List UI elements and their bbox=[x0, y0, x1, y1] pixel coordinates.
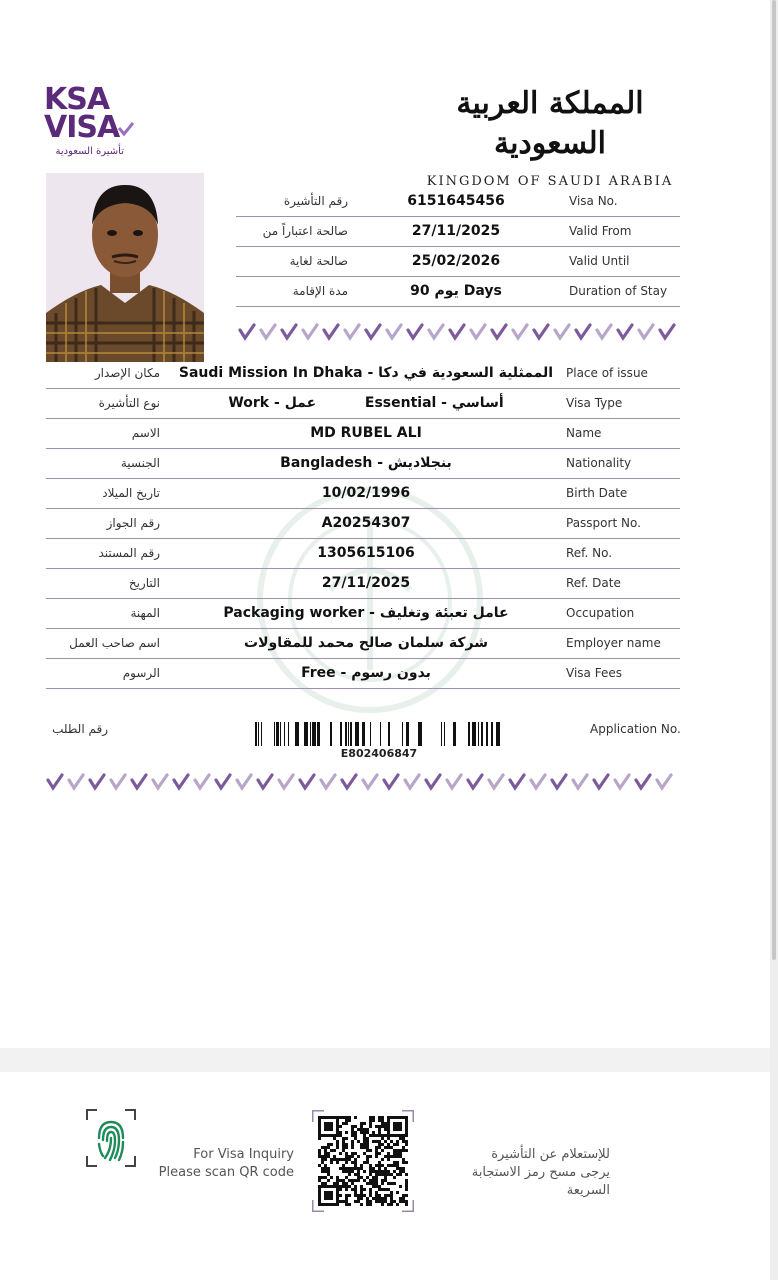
row-visa-no bbox=[236, 186, 680, 217]
label-en: Nationality bbox=[566, 456, 632, 470]
inquiry-text-en bbox=[150, 1146, 294, 1182]
barcode bbox=[255, 722, 503, 746]
label-ar: المهنة bbox=[130, 606, 160, 620]
application-label-ar: رقم الطلب bbox=[52, 722, 108, 736]
label-en: Birth Date bbox=[566, 486, 628, 500]
check-mark-icon bbox=[488, 322, 509, 342]
label-ar: الاسم bbox=[131, 426, 160, 440]
check-mark-icon bbox=[299, 322, 320, 342]
inquiry-en-line-2: Please scan QR code bbox=[158, 1165, 294, 1180]
person-portrait-icon bbox=[46, 173, 204, 362]
row-occupation bbox=[46, 598, 680, 629]
check-mark-icon bbox=[149, 772, 170, 792]
logo-line-1: KSA bbox=[44, 82, 110, 117]
check-mark-icon bbox=[44, 772, 65, 792]
fingerprint-icon bbox=[85, 1108, 137, 1168]
row-ref-no bbox=[46, 538, 680, 569]
check-mark-icon bbox=[443, 772, 464, 792]
value-visa-type: Work - عمل Essential - أساسي bbox=[228, 395, 504, 411]
check-mark-icon bbox=[296, 772, 317, 792]
value-birth-date: 10/02/1996 bbox=[321, 485, 411, 501]
value-visa-fees: Free - بدون رسوم bbox=[301, 665, 431, 681]
check-mark-icon bbox=[590, 772, 611, 792]
check-mark-icon bbox=[464, 772, 485, 792]
check-mark-icon bbox=[170, 772, 191, 792]
check-mark-icon bbox=[569, 772, 590, 792]
value-valid-until: 25/02/2026 bbox=[411, 253, 501, 269]
check-mark-icon bbox=[359, 772, 380, 792]
inquiry-text-ar bbox=[430, 1146, 610, 1200]
label-en: Visa No. bbox=[569, 194, 618, 208]
check-mark-icon bbox=[404, 322, 425, 342]
row-duration bbox=[236, 276, 680, 307]
check-mark-icon bbox=[551, 322, 572, 342]
label-en: Duration of Stay bbox=[569, 284, 668, 298]
check-mark-strip bbox=[44, 772, 674, 792]
value-duration: 90 يوم Days bbox=[410, 283, 502, 299]
inquiry-ar-line-1: للإستعلام عن التأشيرة bbox=[491, 1147, 610, 1162]
check-mark-icon bbox=[593, 322, 614, 342]
row-passport-no bbox=[46, 508, 680, 539]
kingdom-emblem-text bbox=[420, 84, 680, 189]
label-en: Valid Until bbox=[569, 254, 630, 268]
value-name: MD RUBEL ALI bbox=[310, 425, 422, 441]
check-mark-icon bbox=[485, 772, 506, 792]
footer-separator bbox=[0, 1048, 770, 1072]
check-mark-icon bbox=[212, 772, 233, 792]
check-mark-icon bbox=[236, 322, 257, 342]
row-visa-type bbox=[46, 388, 680, 419]
check-mark-icon bbox=[614, 322, 635, 342]
row-visa-fees bbox=[46, 658, 680, 689]
row-nationality bbox=[46, 448, 680, 479]
label-en: Ref. No. bbox=[566, 546, 613, 560]
value-valid-from: 27/11/2025 bbox=[411, 223, 501, 239]
value-occupation: Packaging worker - عامل تعبئة وتغليف bbox=[223, 605, 509, 621]
inquiry-en-line-1: For Visa Inquiry bbox=[193, 1147, 294, 1162]
check-mark-strip bbox=[236, 322, 677, 342]
check-mark-icon bbox=[86, 772, 107, 792]
label-ar: رقم الجواز bbox=[106, 516, 160, 530]
check-mark-icon bbox=[338, 772, 359, 792]
value-ref-date: 27/11/2025 bbox=[321, 575, 411, 591]
value-employer-name: شركة سلمان صالح محمد للمقاولات bbox=[244, 635, 488, 651]
label-en: Ref. Date bbox=[566, 576, 621, 590]
label-en: Valid From bbox=[569, 224, 632, 238]
label-en: Passport No. bbox=[566, 516, 641, 530]
check-mark-icon bbox=[527, 772, 548, 792]
value-passport-no: A20254307 bbox=[321, 515, 411, 531]
check-mark-icon bbox=[467, 322, 488, 342]
check-mark-icon bbox=[341, 322, 362, 342]
label-ar: رقم المستند bbox=[98, 546, 160, 560]
ksa-visa-logo bbox=[44, 82, 144, 166]
value-nationality: Bangladesh - بنجلاديش bbox=[280, 455, 452, 471]
label-ar: صالحة اعتباراً من bbox=[262, 224, 348, 238]
label-ar: رقم التأشيرة bbox=[283, 194, 348, 208]
label-ar: نوع التأشيرة bbox=[98, 396, 160, 410]
check-mark-icon bbox=[65, 772, 86, 792]
application-label-en: Application No. bbox=[590, 722, 681, 736]
label-en: Place of issue bbox=[566, 366, 648, 380]
check-mark-icon bbox=[254, 772, 275, 792]
label-ar: مكان الإصدار bbox=[94, 366, 160, 380]
label-ar: مدة الإقامة bbox=[292, 284, 348, 298]
check-mark-icon bbox=[257, 322, 278, 342]
label-en: Occupation bbox=[566, 606, 635, 620]
row-birth-date bbox=[46, 478, 680, 509]
row-valid-until bbox=[236, 246, 680, 277]
value-place-of-issue: Saudi Mission In Dhaka - الممثلية السعودية في دكا bbox=[178, 365, 554, 381]
check-mark-icon bbox=[380, 772, 401, 792]
check-mark-icon bbox=[509, 322, 530, 342]
check-mark-icon bbox=[635, 322, 656, 342]
check-mark-icon bbox=[653, 772, 674, 792]
row-valid-from bbox=[236, 216, 680, 247]
row-employer-name bbox=[46, 628, 680, 659]
application-number: E802406847 bbox=[340, 747, 418, 760]
qr-code[interactable] bbox=[312, 1110, 414, 1212]
row-name bbox=[46, 418, 680, 449]
check-mark-icon bbox=[422, 772, 443, 792]
check-mark-icon bbox=[107, 772, 128, 792]
check-mark-icon bbox=[320, 322, 341, 342]
check-mark-icon bbox=[233, 772, 254, 792]
label-ar: صالحة لغاية bbox=[289, 254, 348, 268]
value-visa-no: 6151645456 bbox=[407, 193, 505, 209]
logo-subtitle: تأشيرة السعودية bbox=[55, 146, 124, 157]
scrollbar-thumb[interactable] bbox=[772, 0, 776, 960]
row-ref-date bbox=[46, 568, 680, 599]
label-ar: الجنسية bbox=[120, 456, 160, 470]
check-mark-icon bbox=[425, 322, 446, 342]
kingdom-title-ar: المملكة العربية السعودية bbox=[456, 86, 644, 161]
scrollbar[interactable] bbox=[770, 0, 778, 1280]
value-ref-no: 1305615106 bbox=[317, 545, 415, 561]
logo-check-icon bbox=[118, 122, 134, 136]
check-mark-icon bbox=[317, 772, 338, 792]
check-mark-icon bbox=[572, 322, 593, 342]
label-en: Visa Type bbox=[566, 396, 623, 410]
check-mark-icon bbox=[548, 772, 569, 792]
check-mark-icon bbox=[506, 772, 527, 792]
check-mark-icon bbox=[128, 772, 149, 792]
check-mark-icon bbox=[611, 772, 632, 792]
label-en: Name bbox=[566, 426, 602, 440]
label-ar: اسم صاحب العمل bbox=[69, 636, 160, 650]
kingdom-title-en: KINGDOM OF SAUDI ARABIA bbox=[426, 174, 674, 189]
holder-photo bbox=[46, 173, 204, 362]
inquiry-ar-line-2: يرجى مسح رمز الاستجابة السريعة bbox=[471, 1165, 610, 1198]
check-mark-icon bbox=[278, 322, 299, 342]
label-en: Visa Fees bbox=[566, 666, 622, 680]
check-mark-icon bbox=[275, 772, 296, 792]
check-mark-icon bbox=[530, 322, 551, 342]
logo-line-2: VISA bbox=[44, 110, 120, 145]
check-mark-icon bbox=[383, 322, 404, 342]
row-place-of-issue bbox=[46, 358, 680, 389]
check-mark-icon bbox=[446, 322, 467, 342]
label-ar: التاريخ bbox=[128, 576, 160, 590]
check-mark-icon bbox=[656, 322, 677, 342]
check-mark-icon bbox=[191, 772, 212, 792]
check-mark-icon bbox=[362, 322, 383, 342]
label-ar: الرسوم bbox=[122, 666, 160, 680]
check-mark-icon bbox=[401, 772, 422, 792]
label-en: Employer name bbox=[566, 636, 661, 650]
label-ar: تاريخ الميلاد bbox=[102, 486, 160, 500]
check-mark-icon bbox=[632, 772, 653, 792]
